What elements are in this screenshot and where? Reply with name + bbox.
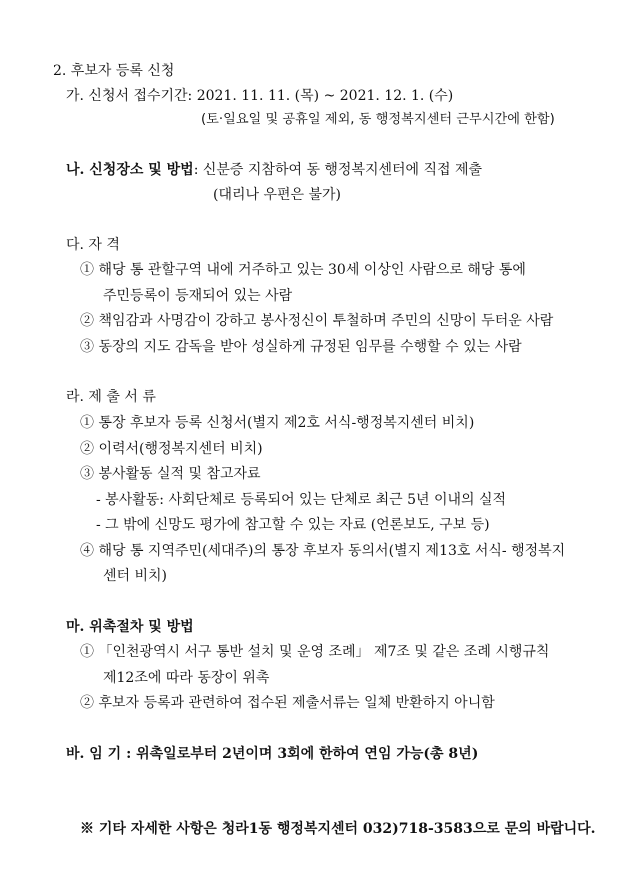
section-title: 2. 후보자 등록 신청 <box>53 63 175 79</box>
da-item-1-cont: 주민등록이 등재되어 있는 사람 <box>103 288 293 304</box>
ra-item-4: ④ 해당 통 지역주민(세대주)의 통장 후보자 동의서(별지 제13호 서식- 행정복지 <box>80 543 566 559</box>
ra-item-3-sub-1: - 봉사활동: 사회단체로 등록되어 있는 단체로 최근 5년 이내의 실적 <box>96 492 507 508</box>
ma-item-1: ① 「인천광역시 서구 통반 설치 및 운영 조례」 제7조 및 같은 조례 시행규칙 <box>80 644 550 660</box>
ma-item-1-cont: 제12조에 따라 동장이 위촉 <box>103 670 270 686</box>
da-item-1: ① 해당 통 관할구역 내에 거주하고 있는 30세 이상인 사람으로 해당 통에 <box>80 262 526 278</box>
ba-heading: 바. 임 기 <box>66 746 122 762</box>
ra-item-2: ② 이력서(행정복지센터 비치) <box>80 441 263 457</box>
ma-item-2: ② 후보자 등록과 관련하여 접수된 제출서류는 일체 반환하지 아니함 <box>80 695 495 711</box>
na-text: : 신분증 지참하여 동 행정복지센터에 직접 제출 <box>193 162 483 178</box>
ga-label: 가. 신청서 접수기간 <box>66 88 188 104</box>
ga-row <box>66 87 453 105</box>
na-row <box>66 161 482 179</box>
da-item-3: ③ 동장의 지도 감독을 받아 성실하게 규정된 임무를 수행할 수 있는 사람 <box>80 339 522 355</box>
na-note: (대리나 우편은 불가) <box>213 187 342 203</box>
ba-row <box>66 745 478 763</box>
na-label: 나. 신청장소 및 방법 <box>66 162 194 178</box>
da-heading: 다. 자 격 <box>66 237 120 253</box>
ba-text: : 위촉일로부터 2년이며 3회에 한하여 연임 가능(총 8년) <box>126 746 479 762</box>
footer-note: ※ 기타 자세한 사항은 청라1동 행정복지센터 032)718-3583으로 문의 바랍니다. <box>80 821 596 837</box>
da-item-2: ② 책임감과 사명감이 강하고 봉사정신이 투철하며 주민의 신망이 두터운 사람 <box>80 313 554 329</box>
ra-item-1: ① 통장 후보자 등록 신청서(별지 제2호 서식-행정복지센터 비치) <box>80 415 475 431</box>
ra-item-3: ③ 봉사활동 실적 및 참고자료 <box>80 466 261 482</box>
ga-text: : 2021. 11. 11. (목) ~ 2021. 12. 1. (수) <box>187 88 454 104</box>
ma-heading: 마. 위촉절차 및 방법 <box>66 619 194 635</box>
ra-item-3-sub-2: - 그 밖에 신망도 평가에 참고할 수 있는 자료 (언론보도, 구보 등) <box>96 517 490 533</box>
ra-heading: 라. 제 출 서 류 <box>66 389 156 405</box>
ga-note: (토·일요일 및 공휴일 제외, 동 행정복지센터 근무시간에 한함) <box>201 112 555 127</box>
ra-item-4-cont: 센터 비치) <box>103 568 168 584</box>
